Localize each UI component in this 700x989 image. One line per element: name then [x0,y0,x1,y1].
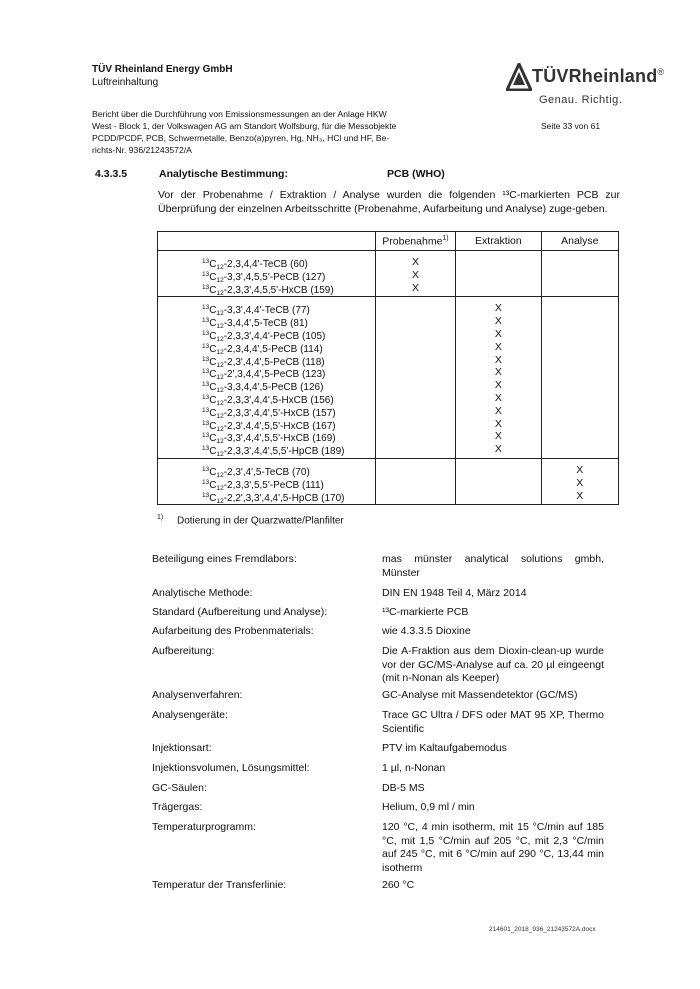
table-footnote [157,514,344,526]
congener-label: -2,3,3',4,4',5,5'-HpCB (189) [223,446,345,458]
isotope-mass: 13 [202,317,210,325]
extraction-cell [456,251,541,297]
congener-label: -2,3,4,4'-TeCB (60) [223,259,308,270]
check-mark: X [494,302,502,315]
procedure-value: GC-Analyse mit Massendetektor (GC/MS) [382,689,578,701]
atom-count: 12 [216,471,224,479]
header-sampling-note: 1) [442,234,449,242]
compound-name [158,328,375,341]
check-mark: X [494,443,502,456]
atom-count: 12 [216,323,224,331]
report-line: PCDD/PCDF, PCB, Schwermetalle, Benzo(a)pyren, Hg, NH₃, HCl und HF, Be- [92,133,390,143]
analysis-cell [541,458,618,504]
tuv-triangle-logo-icon [506,63,532,91]
compound-name [158,392,375,405]
logo-wordmark: TÜVRheinland [532,66,658,86]
section-subject: PCB (WHO) [387,168,445,180]
check-mark: X [576,476,584,489]
isotope-mass: 13 [202,445,210,453]
congener-label: -2,3',4',5-TeCB (70) [223,466,310,478]
table-row [158,251,619,297]
lab-value: mas münster analytical solutions gmbh, Münster [382,553,604,579]
atom-count: 12 [216,425,224,433]
element-symbol: C [209,330,217,342]
workup-label: Aufarbeitung des Probenmaterials: [152,625,314,637]
isotope-mass: 13 [202,419,210,427]
header-compound [158,232,376,251]
isotope-mass: 13 [202,355,210,363]
section-title: Analytische Bestimmung: [159,168,288,180]
labelled-pcb-table [157,231,619,505]
element-symbol: C [209,479,217,491]
report-line: richts-Nr. 936/21243572/A [92,145,192,155]
workup-value: wie 4.3.3.5 Dioxine [382,625,471,637]
report-line: West - Block 1, der Volkswagen AG am Standort Wolfsburg, für die Messobjekte [92,121,397,131]
check-mark: X [494,379,502,392]
department-name: Luftreinhaltung [92,77,159,88]
tagline: Genau. Richtig. [539,94,623,106]
element-symbol: C [209,356,217,368]
report-line: Bericht über die Durchführung von Emissionsmessungen an der Anlage HKW [92,109,387,119]
congener-label: -2,3',4,4',5,5'-HxCB (167) [223,420,336,432]
atom-count: 12 [216,438,224,446]
congener-label: -2,2',3,3',4,4',5-HpCB (170) [223,492,345,504]
check-mark: X [494,315,502,328]
isotope-mass: 13 [202,270,210,278]
check-mark: X [494,340,502,353]
intro-paragraph: Vor der Probenahme / Extraktion / Analyse wurden die folgenden ¹³C-markierten PCB zur Überprüfung der einzelnen Arbeitsschritte (Probenahme, Aufarbeitung und Analyse) zuge-geben. [158,189,620,215]
isotope-mass: 13 [202,491,210,499]
check-mark: X [494,391,502,404]
atom-count: 12 [216,497,224,505]
method-label: Analytische Methode: [152,587,253,599]
compound-name [158,464,375,477]
element-symbol: C [209,369,217,381]
check-mark: X [494,327,502,340]
compound-name [158,282,375,295]
congener-label: -3,3',4,4',5,5'-HxCB (169) [223,433,336,445]
atom-count: 12 [216,484,224,492]
instruments-value: Trace GC Ultra / DFS oder MAT 95 XP, Thermo Scientific [382,709,604,735]
compound-name [158,354,375,367]
element-symbol: C [209,466,217,478]
congener-label: -2',3,4,4',5-PeCB (123) [223,369,326,381]
congener-label: -2,3,3',4,4',5'-HxCB (157) [223,407,336,419]
columns-value: DB-5 MS [382,782,425,794]
columns-label: GC-Säulen: [152,782,207,794]
congener-label: -2,3,3',5,5'-PeCB (111) [223,479,324,491]
header-sampling-label: Probenahme [382,235,443,248]
check-mark: X [494,353,502,366]
atom-count: 12 [216,348,224,356]
report-description [92,108,412,156]
isotope-mass: 13 [202,432,210,440]
compound-name [158,405,375,418]
element-symbol: C [209,492,217,504]
atom-count: 12 [216,310,224,318]
prep-value: Die A-Fraktion aus dem Dioxin-clean-up wurde vor der GC/MS-Analyse auf ca. 20 µl eingeengt (mit n-Nonan als Keeper) [382,645,604,684]
check-mark: X [494,430,502,443]
element-symbol: C [209,343,217,355]
element-symbol: C [209,446,217,458]
element-symbol: C [209,305,217,317]
table-row [158,458,619,504]
compound-cell [158,458,376,504]
compound-name [158,366,375,382]
element-symbol: C [209,420,217,432]
congener-label: -3,4,4',5-TeCB (81) [223,318,308,330]
compound-cell [158,251,376,297]
atom-count: 12 [216,451,224,459]
analysis-cell [541,297,618,459]
check-mark: X [494,417,502,430]
transfer-label: Temperatur der Transferlinie: [152,879,287,891]
compound-name [158,418,375,431]
standard-label: Standard (Aufbereitung und Analyse): [152,606,328,618]
atom-count: 12 [216,361,224,369]
table-header-row [158,232,619,251]
check-mark: X [411,256,419,268]
compound-name [158,430,375,446]
isotope-mass: 13 [202,381,210,389]
check-mark: X [576,489,584,502]
sampling-cell [375,251,455,297]
check-mark: X [411,281,419,294]
sampling-cell [375,297,455,459]
element-symbol: C [209,382,217,394]
transfer-value: 260 °C [382,879,415,891]
element-symbol: C [209,271,217,283]
instruments-label: Analysengeräte: [152,709,228,721]
header-analysis: Analyse [541,232,618,251]
isotope-mass: 13 [202,406,210,414]
element-symbol: C [209,259,217,270]
compound-cell [158,297,376,459]
header-sampling [375,232,455,251]
procedure-label: Analysenverfahren: [152,689,243,701]
compound-name [158,315,375,331]
atom-count: 12 [216,387,224,395]
sampling-cell [375,458,455,504]
atom-count: 12 [216,399,224,407]
isotope-mass: 13 [202,329,210,337]
isotope-mass: 13 [202,465,210,473]
document-filename: 214601_2018_936_21243572A.docx [489,926,596,933]
isotope-mass: 13 [202,393,210,401]
carrier-label: Trägergas: [152,801,203,813]
check-mark: X [494,366,502,379]
footnote-mark: 1) [157,514,164,521]
atom-count: 12 [216,264,224,271]
atom-count: 12 [216,412,224,420]
compound-name [158,256,375,269]
injection-value: PTV im Kaltaufgabemodus [382,742,507,754]
program-value: 120 °C, 4 min isotherm, mit 15 °C/min auf 185 °C, mit 1,5 °C/min auf 205 °C, mit 2,3 °C/min auf 245 °C, mit 6 °C/min auf 290 °C, 13,44 min isotherm [382,821,604,874]
congener-label: -3,3',4,4'-TeCB (77) [223,305,310,317]
analysis-cell [541,251,618,297]
method-value: DIN EN 1948 Teil 4, März 2014 [382,587,527,599]
carrier-value: Helium, 0,9 ml / min [382,801,475,813]
check-mark: X [411,268,419,281]
compound-name [158,443,375,459]
extraction-cell [456,458,541,504]
lab-label: Beteiligung eines Fremdlabors: [152,553,297,565]
atom-count: 12 [216,289,224,297]
compound-name [158,477,375,490]
compound-name [158,302,375,318]
element-symbol: C [209,394,217,406]
atom-count: 12 [216,374,224,382]
header-extraction: Extraktion [456,232,541,251]
congener-label: -2,3',4,4',5-PeCB (118) [223,356,325,368]
company-name: TÜV Rheinland Energy GmbH [92,64,233,75]
registered-mark: ® [657,67,665,77]
extraction-cell [456,297,541,459]
congener-label: -2,3,4,4',5-PeCB (114) [223,343,323,355]
volume-label: Injektionsvolumen, Lösungsmittel: [152,762,310,774]
injection-label: Injektionsart: [152,742,212,754]
atom-count: 12 [216,335,224,343]
isotope-mass: 13 [202,368,210,376]
check-mark: X [576,463,584,476]
isotope-mass: 13 [202,478,210,486]
congener-label: -2,3,3',4,4',5-HxCB (156) [223,394,334,406]
compound-name [158,490,375,503]
congener-label: -3,3',4,5,5'-PeCB (127) [223,271,326,283]
volume-value: 1 µl, n-Nonan [382,762,446,774]
standard-value: ¹³C-markierte PCB [382,606,469,618]
prep-label: Aufbereitung: [152,645,215,657]
isotope-mass: 13 [202,304,210,312]
atom-count: 12 [216,276,224,284]
check-mark: X [494,404,502,417]
element-symbol: C [209,407,217,419]
congener-label: -2,3,3',4,4'-PeCB (105) [223,330,326,342]
isotope-mass: 13 [202,342,210,350]
footnote-text: Dotierung in der Quarzwatte/Planfilter [177,515,344,527]
page-number: Seite 33 von 61 [541,121,601,131]
program-label: Temperaturprogramm: [152,821,256,833]
isotope-mass: 13 [202,283,210,291]
section-number: 4.3.3.5 [95,168,128,180]
tuv-logo-text [532,66,664,87]
isotope-mass: 13 [202,258,210,265]
compound-name [158,341,375,354]
congener-label: -2,3,3',4,5,5'-HxCB (159) [223,284,334,296]
element-symbol: C [209,318,217,330]
congener-label: -3,3,4,4',5-PeCB (126) [223,382,324,394]
compound-name [158,379,375,395]
element-symbol: C [209,433,217,445]
element-symbol: C [209,284,217,296]
table-row [158,297,619,459]
compound-name [158,269,375,282]
